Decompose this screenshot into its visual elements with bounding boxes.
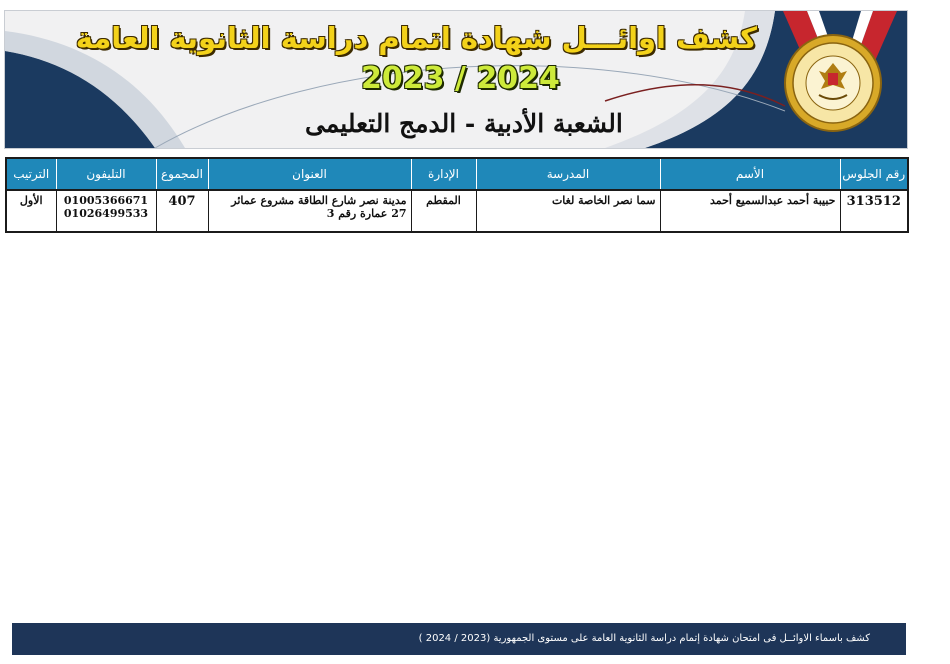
cell-phone bbox=[56, 190, 156, 232]
report-year: 2023 / 2024 bbox=[361, 61, 560, 96]
header-total: المجموع bbox=[156, 158, 208, 190]
cell-address: مدينة نصر شارع الطاقة مشروع عمائر 27 عمارة رقم 3 bbox=[208, 190, 411, 232]
cell-rank: الأول bbox=[6, 190, 56, 232]
header-phone: التليفون bbox=[56, 158, 156, 190]
table-row bbox=[6, 190, 908, 232]
header-name: الأسم bbox=[660, 158, 840, 190]
branch-title: الشعبة الأدبية - الدمج التعليمى bbox=[305, 109, 623, 138]
header-school: المدرسة bbox=[476, 158, 660, 190]
phone-number-2: 01026499533 bbox=[63, 207, 149, 220]
header-administration: الإدارة bbox=[411, 158, 476, 190]
cell-total: 407 bbox=[156, 190, 208, 232]
header-rank: الترتيب bbox=[6, 158, 56, 190]
table-header-row bbox=[6, 158, 908, 190]
footer-text: كشف باسماء الاوائــل فى امتحان شهادة إتمام دراسة الثانوية العامة على مستوى الجمهورية (2023 / 2024 ) bbox=[418, 633, 870, 644]
results-table bbox=[5, 157, 909, 233]
cell-seat-no: 313512 bbox=[840, 190, 908, 232]
cell-administration: المقطم bbox=[411, 190, 476, 232]
report-title: كشف اوائـــل شهادة اتمام دراسة الثانوية العامة bbox=[75, 21, 757, 55]
header-banner bbox=[4, 10, 908, 149]
cell-school: سما نصر الخاصة لغات bbox=[476, 190, 660, 232]
cell-name: حبيبة أحمد عبدالسميع أحمد bbox=[660, 190, 840, 232]
phone-number-1: 01005366671 bbox=[63, 194, 149, 207]
header-seat-no: رقم الجلوس bbox=[840, 158, 908, 190]
ministry-medal-icon bbox=[775, 11, 905, 148]
footer-bar bbox=[12, 623, 906, 655]
header-address: العنوان bbox=[208, 158, 411, 190]
